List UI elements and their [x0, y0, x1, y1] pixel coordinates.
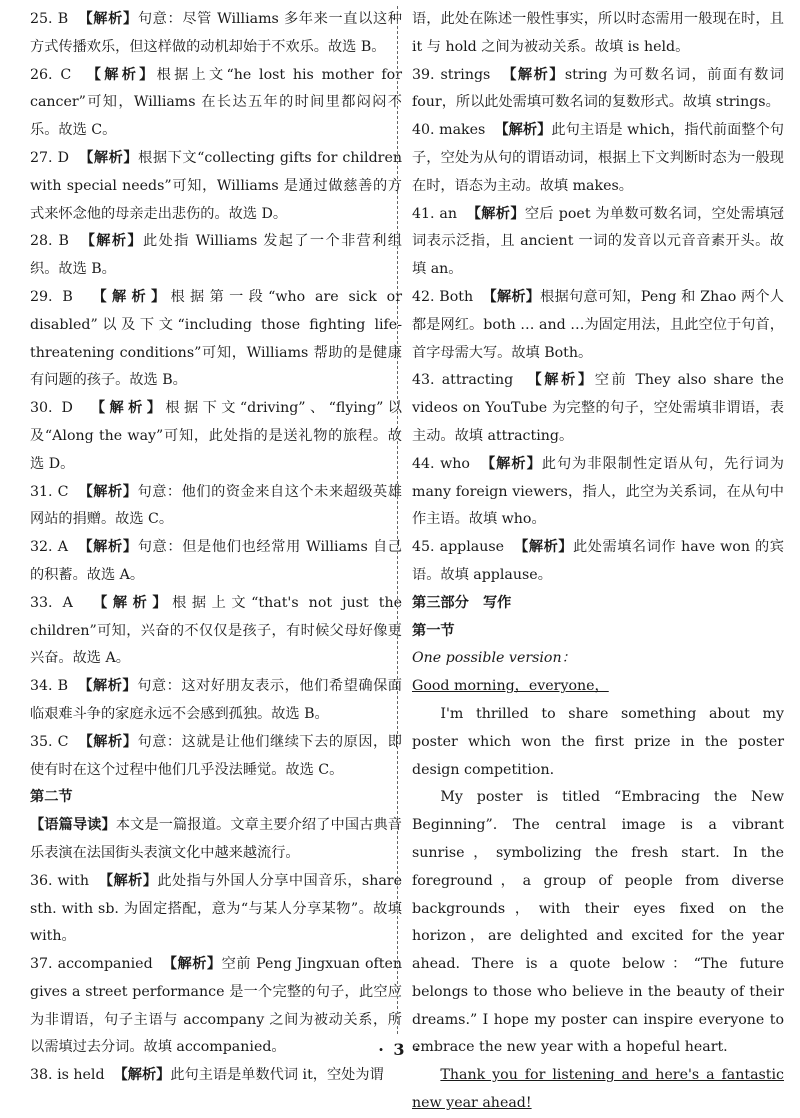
- answer-number: 25. B: [30, 11, 69, 27]
- answer-text: 句意：这就是让他们继续下去的原因，即使有时在这个过程中他们几乎没法睡觉。故选 C。: [30, 733, 402, 778]
- answer-text: 根据上文“that's not just the children”可知，兴奋的不仅仅是孩子，有时候父母好像更兴奋。故选 A。: [30, 594, 402, 667]
- answer-number: 31. C: [30, 483, 69, 500]
- answer-text: 句意：这对好朋友表示，他们希望确保面临艰难斗争的家庭永远不会感到孤独。故选 B。: [30, 678, 402, 722]
- answer-36: [30, 868, 402, 951]
- essay-greeting: Good morning，everyone，: [412, 678, 609, 695]
- answer-34: [30, 673, 402, 729]
- answer-25: [30, 6, 402, 62]
- analysis-tag: 【解析】: [514, 539, 574, 556]
- answer-29: [30, 284, 402, 395]
- answer-text: 空后 poet 为单数可数名词，空处需填冠词表示泛指，且 ancient 一词的发音以元音音素开头。故填 an。: [412, 205, 784, 278]
- answer-32: [30, 534, 402, 590]
- answer-text: 此处需填名词作 have won 的宾语。故填 applause。: [412, 539, 784, 583]
- answer-number: 35. C: [30, 733, 69, 750]
- analysis-tag: 【解析】: [480, 455, 542, 472]
- analysis-tag: 【解析】: [466, 205, 525, 222]
- essay-paragraph: I'm thrilled to share something about my poster which won the first prize in the poster design competition.: [412, 705, 784, 778]
- answer-39: [412, 62, 784, 118]
- section-2-heading: 第二节: [30, 789, 73, 806]
- answer-33: [30, 590, 402, 673]
- essay-closing: Thank you for listening and here's a fantastic new year ahead!: [412, 1067, 784, 1112]
- analysis-tag: 【解析】: [162, 956, 222, 973]
- left-column: [30, 6, 402, 1090]
- answer-text: 空前 They also share the videos on YouTube 为完整的句子，空处需填非谓语，表主动。故填 attracting。: [412, 372, 784, 444]
- answer-text: 根据句意可知，Peng 和 Zhao 两个人都是网红。both … and …为固定用法，且此空位于句首，首字母需大写。故填 Both。: [412, 288, 784, 361]
- answer-number: 42. Both: [412, 288, 474, 305]
- part-3-heading: 第三部分 写作: [412, 594, 512, 611]
- answer-text: 此处指 Williams 发起了一个非营利组织。故选 B。: [30, 233, 402, 278]
- answer-number: 38. is held: [30, 1067, 105, 1084]
- analysis-tag: 【解析】: [98, 872, 158, 889]
- section-1-heading: 第一节: [412, 622, 455, 639]
- answer-text: 此句主语是单数代词 it，空处为谓: [170, 1067, 384, 1084]
- answer-38: [30, 1062, 402, 1090]
- answer-text: 句意：但是他们也经常用 Williams 自己的积蓄。故选 A。: [30, 539, 402, 583]
- answer-text: 句意：他们的资金来自这个未来超级英雄网站的捐赠。故选 C。: [30, 483, 402, 528]
- answer-28: [30, 228, 402, 284]
- answer-42: [412, 284, 784, 367]
- analysis-tag: 【解析】: [494, 122, 552, 139]
- answer-text: 根据下文“driving”、“flying”以及“Along the way”可知，此处指的是送礼物的旅程。故选 D。: [30, 400, 402, 472]
- answer-45: [412, 534, 784, 590]
- analysis-tag: 【解析】: [93, 594, 173, 611]
- answer-number: 30. D: [30, 400, 73, 417]
- answer-number: 43. attracting: [412, 372, 514, 389]
- analysis-tag: 【解析】: [78, 733, 138, 750]
- analysis-tag: 【解析】: [90, 400, 166, 417]
- analysis-tag: 【解析】: [482, 288, 541, 305]
- answer-text: 根据上文“he lost his mother for cancer”可知，Williams 在长达五年的时间里都闷闷不乐。故选 C。: [30, 66, 402, 139]
- analysis-tag: 【解析】: [79, 149, 139, 166]
- answer-44: [412, 451, 784, 534]
- answer-number: 41. an: [412, 205, 458, 222]
- guide-tag: 【语篇导读】: [30, 817, 116, 834]
- analysis-tag: 【解析】: [78, 678, 138, 695]
- answer-number: 40. makes: [412, 122, 486, 139]
- right-column: [412, 6, 784, 1118]
- answer-41: [412, 201, 784, 284]
- column-divider: [397, 6, 398, 1034]
- answer-number: 33. A: [30, 594, 73, 611]
- guide-text: 本文是一篇报道。文章主要介绍了中国古典音乐表演在法国街头表演文化中越来越流行。: [30, 817, 402, 861]
- answer-number: 36. with: [30, 872, 90, 889]
- answer-38-continued: 语，此处在陈述一般性事实，所以时态需用一般现在时，且 it 与 hold 之间为被动关系。故填 is held。: [412, 11, 784, 55]
- analysis-tag: 【解析】: [113, 1067, 171, 1084]
- answer-43: [412, 367, 784, 450]
- answer-31: [30, 479, 402, 535]
- answer-text: 此句主语是 which，指代前面整个句子，空处为从句的谓语动词，根据上下文判断时态为一般现在时，语态为主动。故填 makes。: [412, 122, 784, 194]
- answer-number: 37. accompanied: [30, 956, 153, 973]
- page-number: · 3 ·: [378, 1040, 422, 1059]
- answer-text: 根据下文“collecting gifts for children with special needs”可知，Williams 是通过做慈善的方式来怀念他的母亲走出悲伤的。故选 D。: [30, 149, 402, 222]
- answer-number: 32. A: [30, 539, 68, 556]
- answer-number: 27. D: [30, 149, 70, 166]
- answer-number: 34. B: [30, 678, 69, 695]
- answer-35: [30, 729, 402, 785]
- answer-number: 26. C: [30, 66, 72, 83]
- essay-paragraph: My poster is titled “Embracing the New Beginning”. The central image is a vibrant sunrise，symbolizing the fresh start. In the foreground，a group of people from diverse backgrounds，with their eyes fixed on the horizon，are delighted and excited for the year ahead. There is a quote below：“The future belongs to those who believe in the beauty of their dreams.” I hope my poster can inspire everyone to embrace the new year with a hopeful heart.: [412, 789, 784, 1056]
- analysis-tag: 【解析】: [527, 372, 595, 389]
- answer-27: [30, 145, 402, 228]
- answer-number: 39. strings: [412, 66, 491, 83]
- answer-26: [30, 62, 402, 145]
- answer-number: 44. who: [412, 455, 470, 472]
- answer-40: [412, 117, 784, 200]
- answer-text: 此句为非限制性定语从句，先行词为 many foreign viewers，指人，此空为关系词，在从句中作主语。故填 who。: [412, 455, 784, 528]
- answer-number: 29. B: [30, 288, 73, 305]
- analysis-tag: 【解析】: [78, 483, 138, 500]
- answer-text: string 为可数名词，前面有数词 four，所以此处需填可数名词的复数形式。故填 strings。: [412, 66, 784, 111]
- analysis-tag: 【解析】: [502, 66, 565, 83]
- answer-number: 28. B: [30, 233, 69, 250]
- analysis-tag: 【解析】: [86, 66, 157, 83]
- answer-text: 此处指与外国人分享中国音乐，share sth. with sb. 为固定搭配，意为“与某人分享某物”。故填 with。: [30, 872, 402, 945]
- answer-text: 空前 Peng Jingxuan often gives a street performance 是一个完整的句子，此空应为非谓语，句子主语与 accompany 之间为被动关系，所以需填过去分词。故填 accompanied。: [30, 956, 402, 1056]
- analysis-tag: 【解析】: [92, 288, 171, 305]
- passage-guide: [30, 812, 402, 868]
- answer-30: [30, 395, 402, 478]
- answer-text: 句意：尽管 Williams 多年来一直以这种方式传播欢乐，但这样做的动机却始于不欢乐。故选 B。: [30, 11, 402, 55]
- version-label: One possible version：: [412, 650, 576, 667]
- analysis-tag: 【解析】: [78, 539, 138, 556]
- answer-text: 根据第一段“who are sick or disabled”以及下文“including those fighting life-threatening conditions”可知，Williams 帮助的是健康有问题的孩子。故选 B。: [30, 288, 402, 389]
- answer-number: 45. applause: [412, 539, 505, 556]
- analysis-tag: 【解析】: [80, 233, 143, 250]
- analysis-tag: 【解析】: [78, 11, 138, 27]
